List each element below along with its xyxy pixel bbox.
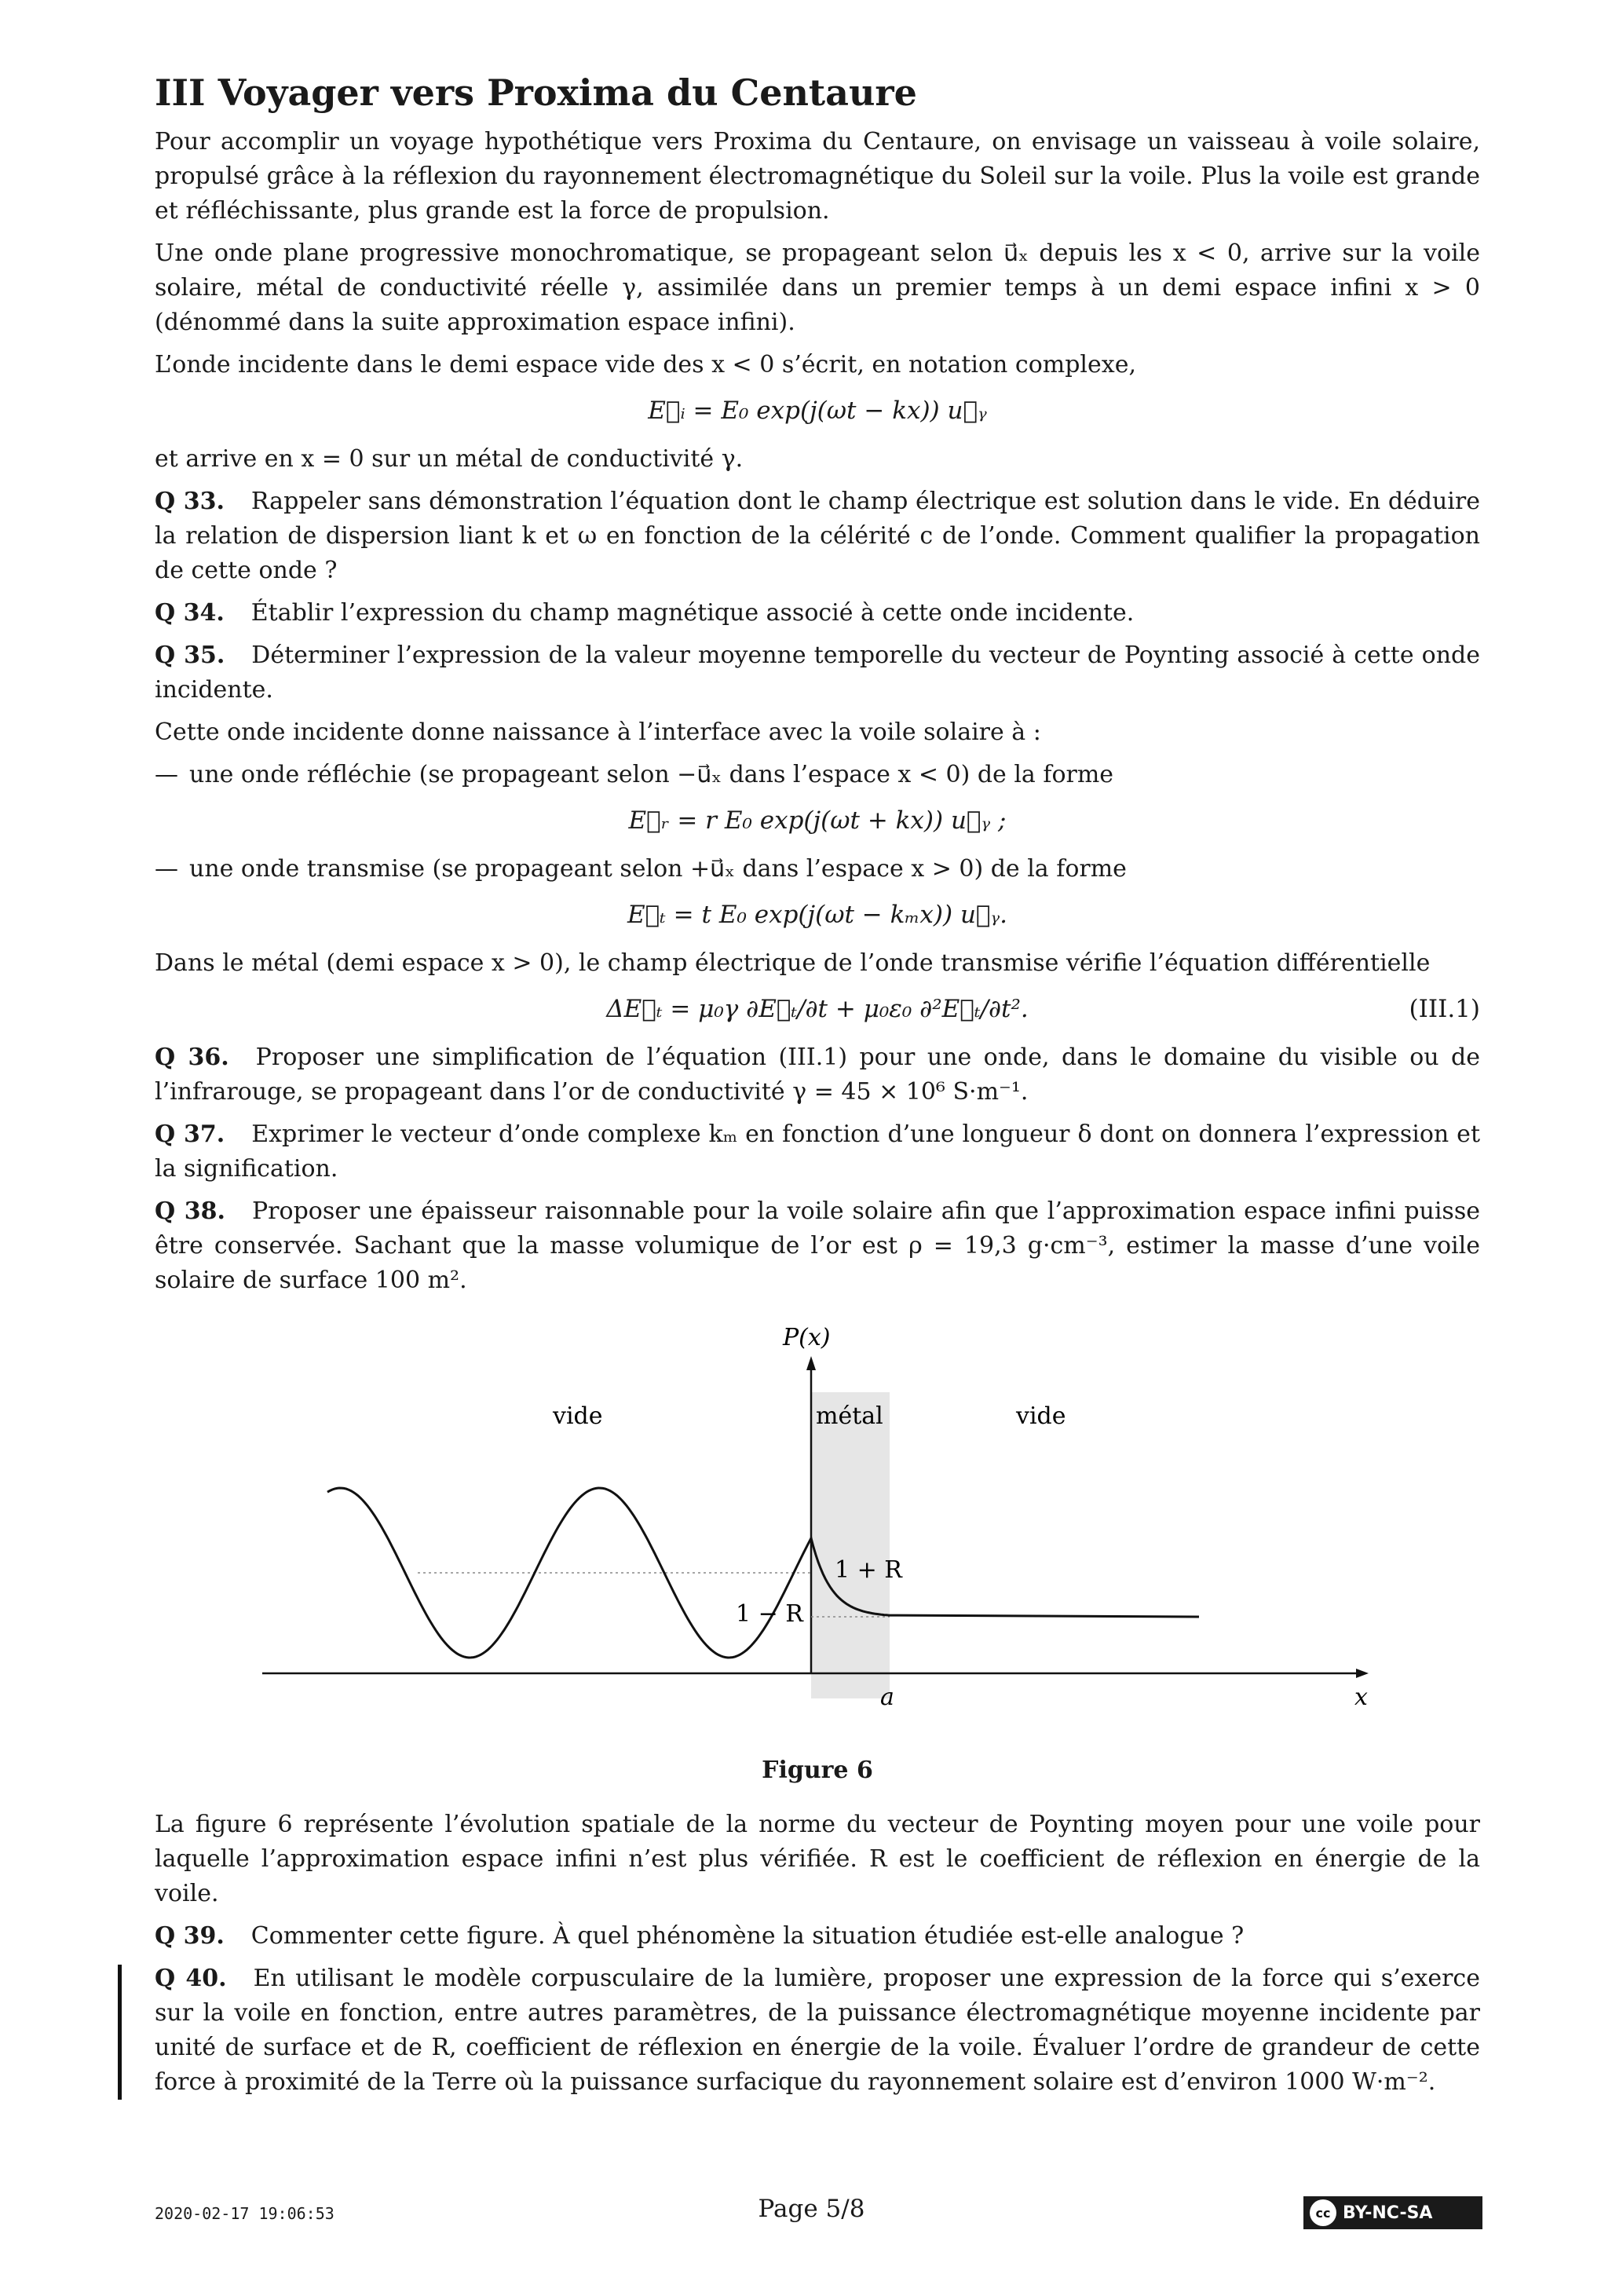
equation-differential [155,995,1480,1023]
question-34-text: Établir l’expression du champ magnétique associé à cette onde incidente. [250,598,1135,627]
question-37-label: Q 37. [155,1120,225,1148]
question-35-text: Déterminer l’expression de la valeur moyenne temporelle du vecteur de Poynting associé à cette onde incidente. [155,641,1480,704]
question-35 [155,638,1480,707]
label-one-minus-r: 1 − R [736,1600,803,1628]
intro-paragraph-3: L’onde incidente dans le demi espace vide des x < 0 s’écrit, en notation complexe, [155,350,1136,378]
list-dash: — [155,854,178,883]
region-left-label: vide [553,1402,603,1430]
intro-paragraph-4: et arrive en x = 0 sur un métal de conductivité γ. [155,444,744,473]
question-40-label: Q 40. [155,1964,227,1992]
list-dash: — [155,760,178,788]
question-36-label: Q 36. [155,1043,229,1071]
question-35-label: Q 35. [155,641,225,669]
footer-date: 2020-02-17 19:06:53 [155,2204,334,2223]
intro-paragraph-2: Une onde plane progressive monochromatique, se propageant selon u⃗ₓ depuis les x < 0, arrive sur la voile solaire, métal de conductivité réelle γ, assimilée dans un premier temps à un demi espace infini x > 0 (dénommé dans la suite approximation espace infini). [155,239,1480,336]
question-33-label: Q 33. [155,487,225,515]
change-bar [118,1965,122,2100]
question-37-text: Exprimer le vecteur d’onde complexe kₘ en fonction d’une longueur δ dont on donnera l’expression et la signification. [155,1120,1480,1183]
question-39-text: Commenter cette figure. À quel phénomène la situation étudiée est-elle analogue ? [250,1921,1245,1950]
license-text: BY-NC-SA [1343,2203,1433,2223]
equation-number: (III.1) [1409,994,1480,1023]
question-38-text: Proposer une épaisseur raisonnable pour la voile solaire afin que l’approximation espace infini puisse être conservée. Sachant que la masse volumique de l’or est ρ = 19,3 g·cm⁻³, estimer la masse d’une voile solaire de surface 100 m². [155,1197,1480,1294]
question-39-label: Q 39. [155,1921,225,1950]
equation-reflected: E⃗ᵣ = r E₀ exp(j(ωt + kx)) u⃗ᵧ ; [628,806,1007,835]
figure-caption: Figure 6 [762,1756,873,1784]
equation-differential-body: ΔE⃗ₜ = μ₀γ ∂E⃗ₜ/∂t + μ₀ε₀ ∂²E⃗ₜ/∂t². [606,994,1029,1023]
question-38 [155,1194,1480,1298]
question-38-label: Q 38. [155,1197,225,1225]
metal-paragraph: Dans le métal (demi espace x > 0), le champ électrique de l’onde transmise vérifie l’équation différentielle [155,949,1431,977]
reflected-wave-text: une onde réfléchie (se propageant selon −u⃗ₓ dans l’espace x < 0) de la forme [189,760,1114,788]
page-content [155,72,1480,2108]
question-34 [155,596,1480,631]
y-axis-label: P(x) [783,1323,831,1351]
question-33-text: Rappeler sans démonstration l’équation dont le champ électrique est solution dans le vide. En déduire la relation de dispersion liant k et ω en fonction de la célérité c de l’onde. Comment qualifier la propagation de cette onde ? [155,487,1480,584]
question-39 [155,1919,1480,1954]
region-right-label: vide [1016,1402,1066,1430]
question-34-label: Q 34. [155,598,225,627]
interface-intro: Cette onde incidente donne naissance à l’interface avec la voile solaire à : [155,718,1041,746]
x-axis-arrow [1356,1669,1369,1678]
y-axis-arrow [806,1356,816,1370]
intro-paragraph-1: Pour accomplir un voyage hypothétique vers Proxima du Centaure, on envisage un vaisseau à voile solaire, propulsé grâce à la réflexion du rayonnement électromagnétique du Soleil sur la voile. Plus la voile est grande et réfléchissante, plus grande est la force de propulsion. [155,127,1480,225]
transmitted-wave-item [155,852,1480,887]
figure-description: La figure 6 représente l’évolution spatiale de la norme du vecteur de Poynting moyen pour une voile pour laquelle l’approximation espace infini n’est plus vérifiée. R est le coefficient de réflexion en énergie de la voile. [155,1810,1480,1907]
section-title: III Voyager vers Proxima du Centaure [155,71,917,114]
label-a: a [880,1683,894,1711]
question-37 [155,1117,1480,1186]
metal-region [811,1392,890,1698]
footer-page-number: Page 5/8 [758,2195,865,2223]
cc-icon: cc [1310,2199,1336,2226]
question-36 [155,1040,1480,1110]
x-axis-label: x [1354,1683,1368,1711]
poynting-diagram [155,1314,1480,1753]
question-40-text: En utilisant le modèle corpusculaire de la lumière, proposer une expression de la force qui s’exerce sur la voile en fonction, entre autres paramètres, de la puissance électromagnétique moyenne incidente par unité de surface et de R, coefficient de réflexion en énergie de la voile. Évaluer l’ordre de grandeur de cette force à proximité de la Terre où la puissance surfacique du rayonnement solaire est d’environ 1000 W·m⁻². [155,1964,1480,2096]
question-33 [155,484,1480,588]
license-badge [1303,2196,1482,2229]
equation-transmitted: E⃗ₜ = t E₀ exp(j(ωt − kₘx)) u⃗ᵧ. [627,900,1008,929]
question-36-text: Proposer une simplification de l’équation (III.1) pour une onde, dans le domaine du visible ou de l’infrarouge, se propageant dans l’or de conductivité γ = 45 × 10⁶ S·m⁻¹. [155,1043,1480,1106]
question-40 [155,1961,1480,2100]
region-metal-label: métal [816,1402,883,1430]
figure-6 [155,1314,1480,1753]
equation-incident: E⃗ᵢ = E₀ exp(j(ωt − kx)) u⃗ᵧ [648,396,987,425]
reflected-wave-item [155,758,1480,792]
label-one-plus-r: 1 + R [835,1556,902,1584]
transmitted-wave-text: une onde transmise (se propageant selon +u⃗ₓ dans l’espace x > 0) de la forme [189,854,1127,883]
